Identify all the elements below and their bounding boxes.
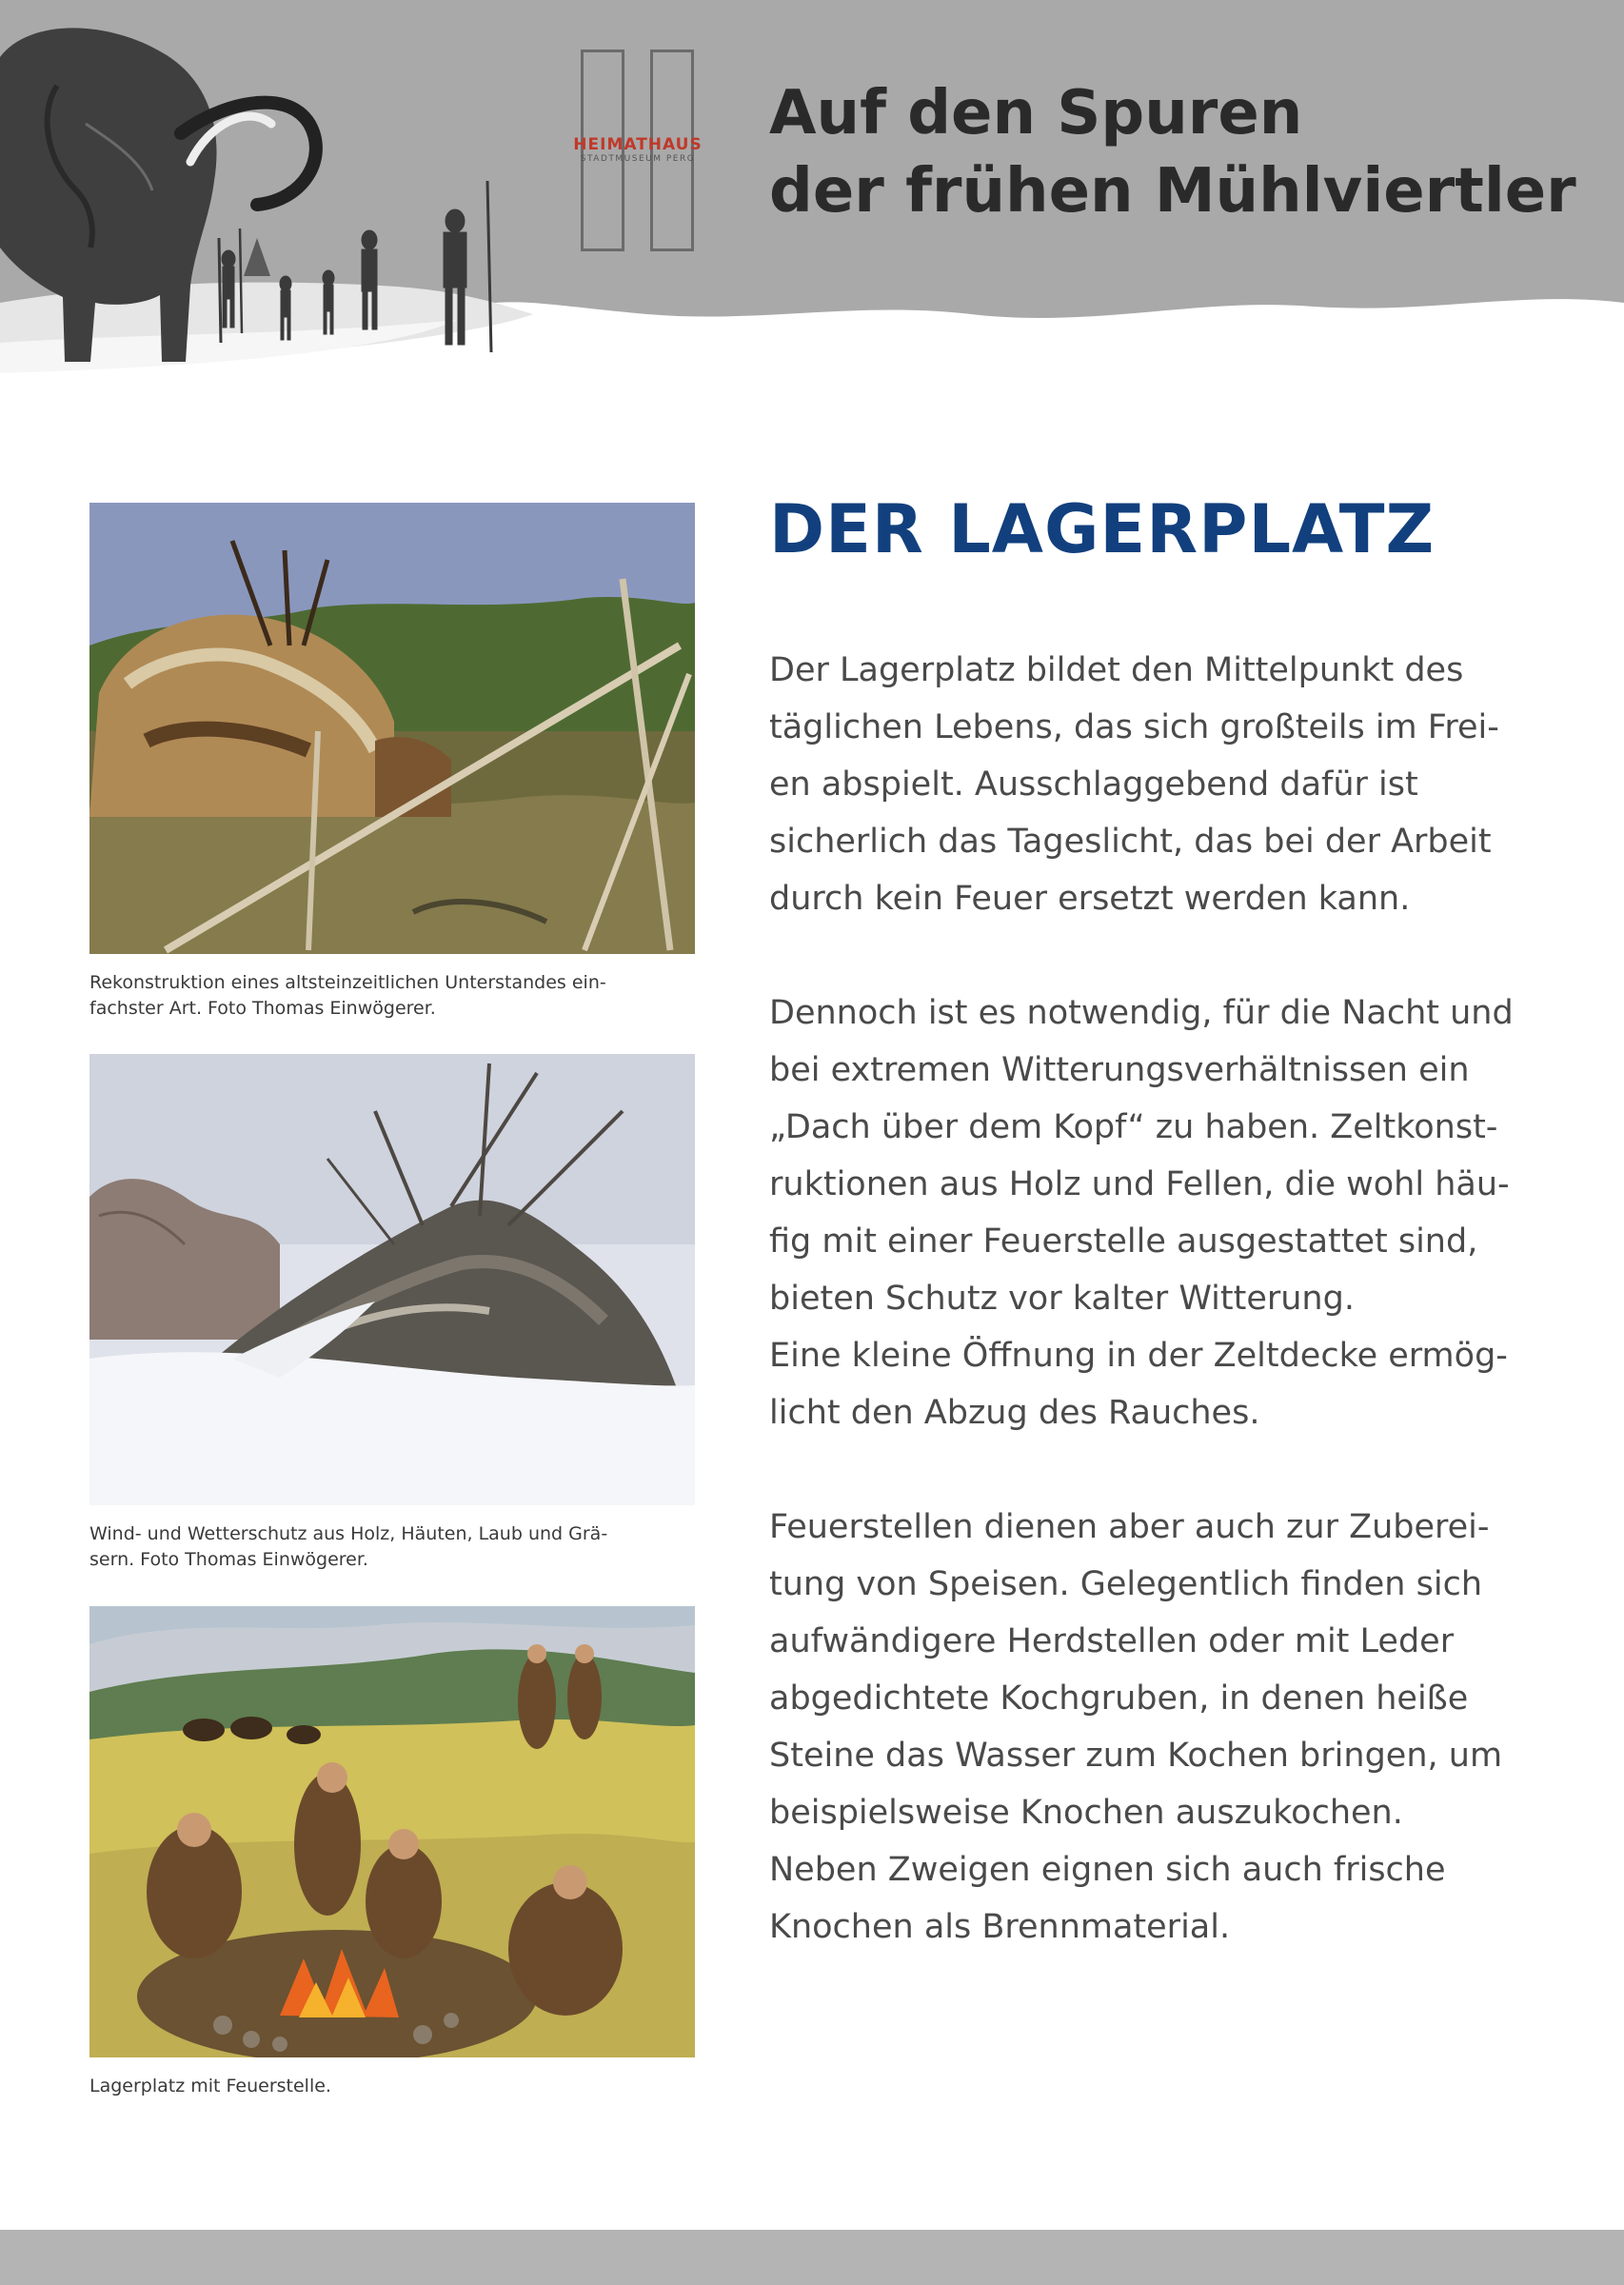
header-banner (0, 0, 1624, 400)
photo-snow-shelter (89, 1054, 695, 1505)
text-line: fig mit einer Feuerstelle ausgestattet sind, (769, 1222, 1478, 1261)
text-line: täglichen Lebens, das sich großteils im Frei- (769, 708, 1499, 746)
logo-name: HEIMATHAUS (573, 135, 703, 154)
text-line: tung von Speisen. Gelegentlich finden sich (769, 1565, 1482, 1603)
text-line: abgedichtete Kochgruben, in denen heiße (769, 1679, 1469, 1718)
photo-campsite-painting (89, 1606, 695, 2057)
text-line: Der Lagerplatz bildet den Mittelpunkt des (769, 651, 1464, 689)
caption-line: Lagerplatz mit Feuerstelle. (89, 2076, 331, 2096)
photo-caption (89, 1521, 695, 1573)
text-line: bieten Schutz vor kalter Witterung. (769, 1280, 1355, 1318)
text-line: Dennoch ist es notwendig, für die Nacht und (769, 994, 1514, 1032)
photo-caption (89, 970, 695, 1022)
heimathaus-logo (557, 50, 719, 259)
footer-bar (0, 2230, 1624, 2285)
page-title (769, 74, 1576, 230)
section-heading: DER LAGERPLATZ (769, 490, 1436, 568)
paragraph-3 (769, 1499, 1550, 1956)
caption-line: fachster Art. Foto Thomas Einwögerer. (89, 998, 436, 1019)
text-line: aufwändigere Herdstellen oder mit Leder (769, 1622, 1455, 1660)
photo-caption (89, 2074, 695, 2099)
caption-line: Rekonstruktion eines altsteinzeitlichen Unterstandes ein- (89, 972, 606, 993)
text-line: ruktionen aus Holz und Fellen, die wohl häu- (769, 1165, 1510, 1203)
text-line: licht den Abzug des Rauches. (769, 1394, 1260, 1432)
text-line: beispielsweise Knochen auszukochen. (769, 1794, 1403, 1832)
text-line: Steine das Wasser zum Kochen bringen, um (769, 1737, 1503, 1775)
text-line: durch kein Feuer ersetzt werden kann. (769, 880, 1411, 918)
text-line: Eine kleine Öffnung in der Zeltdecke ermög- (769, 1337, 1508, 1375)
text-line: en abspielt. Ausschlaggebend dafür ist (769, 765, 1418, 804)
paragraph-2 (769, 984, 1550, 1441)
photo-hide-shelter (89, 503, 695, 954)
text-line: sicherlich das Tageslicht, das bei der Arbeit (769, 823, 1492, 861)
text-line: „Dach über dem Kopf“ zu haben. Zeltkonst- (769, 1108, 1498, 1146)
text-line: Feuerstellen dienen aber auch zur Zuberei- (769, 1508, 1490, 1546)
title-line: der frühen Mühlviertler (769, 156, 1576, 227)
caption-line: sern. Foto Thomas Einwögerer. (89, 1549, 368, 1570)
text-line: Neben Zweigen eignen sich auch frische (769, 1851, 1446, 1889)
caption-line: Wind- und Wetterschutz aus Holz, Häuten, Laub und Grä- (89, 1523, 608, 1544)
logo-subtitle: STADTMUSEUM PERG (580, 154, 696, 164)
text-line: Knochen als Brennmaterial. (769, 1908, 1231, 1946)
title-line: Auf den Spuren (769, 78, 1303, 149)
paragraph-1 (769, 642, 1550, 927)
text-line: bei extremen Witterungsverhältnissen ein (769, 1051, 1470, 1089)
